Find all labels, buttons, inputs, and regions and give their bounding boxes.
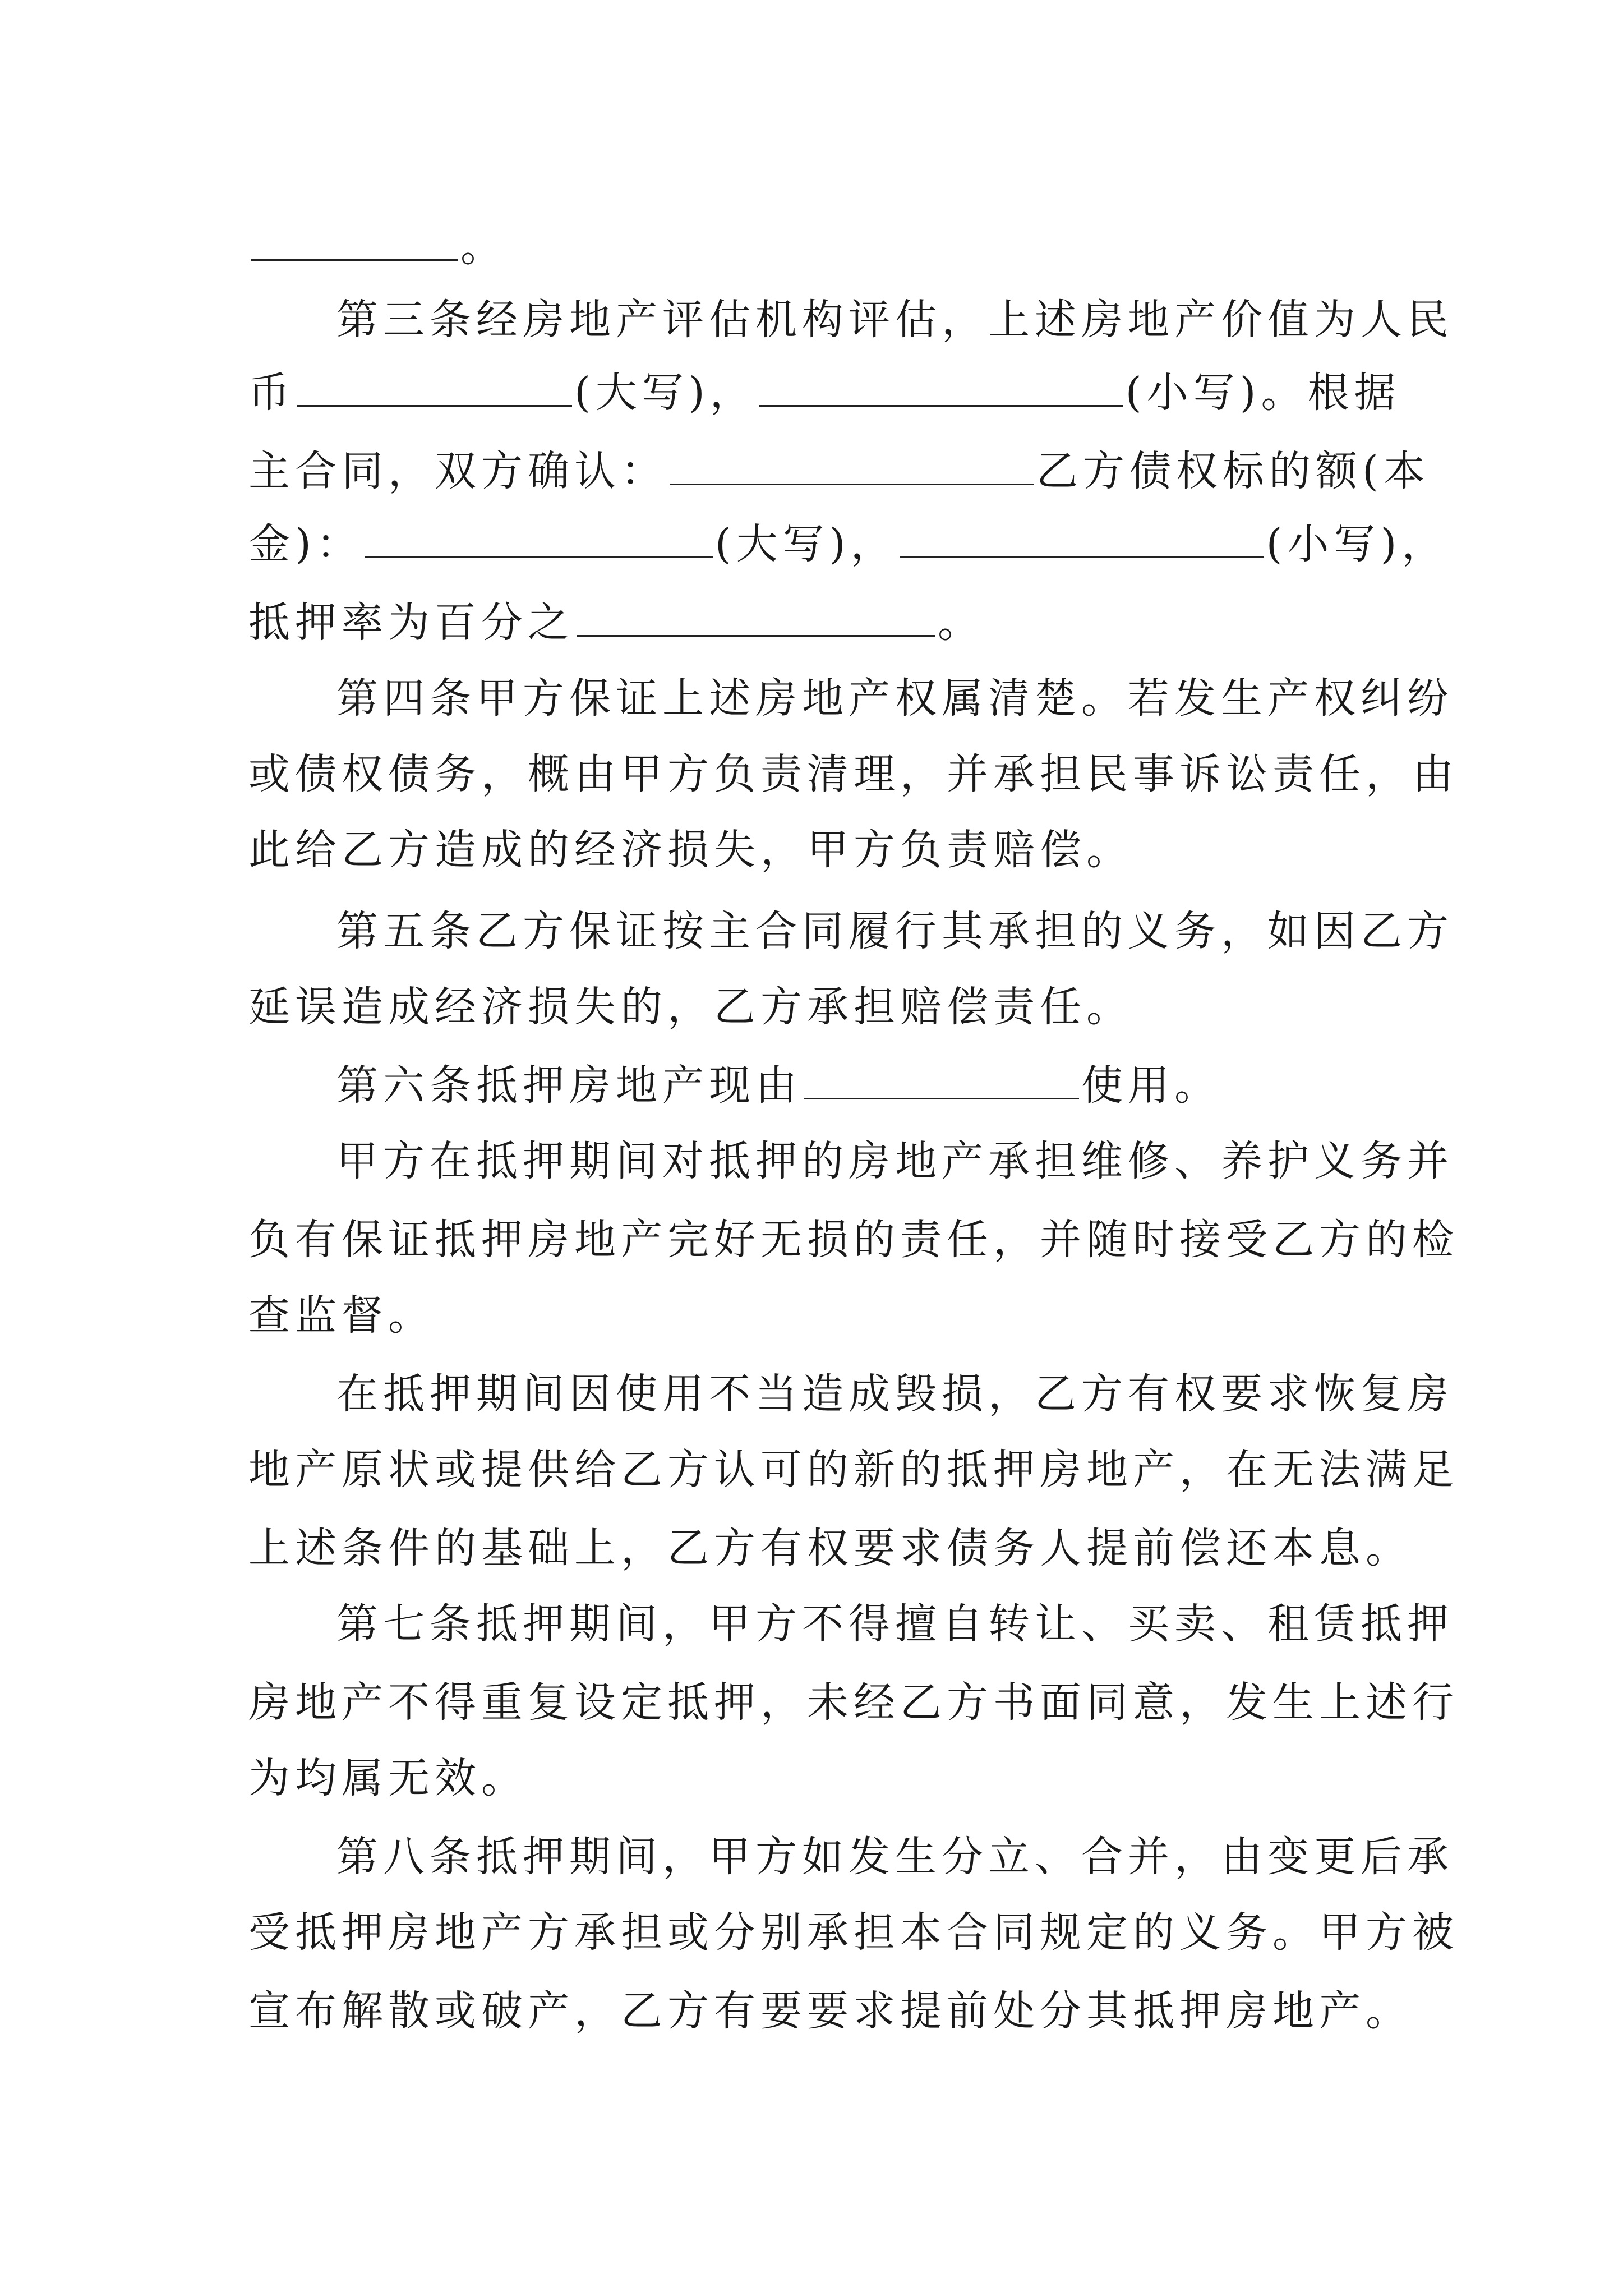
text-fragment: (大写)，	[574, 369, 757, 417]
text-fragment: 抵押率为百分之	[248, 599, 574, 647]
text-line	[248, 746, 1459, 802]
text-fragment: 使用。	[1081, 1061, 1221, 1110]
fill-in-blank	[577, 596, 935, 637]
text-fragment: 第八条抵押期间，甲方如发生分立、合并，由变更后承	[336, 1833, 1454, 1881]
paragraph	[336, 1366, 1454, 1422]
text-fragment: 主合同，双方确认：	[248, 447, 667, 495]
paragraph-article-7	[336, 1596, 1454, 1652]
text-line	[248, 365, 1401, 421]
paragraph-article-3	[336, 292, 1454, 348]
fill-in-blank	[365, 517, 713, 558]
fill-in-blank	[670, 444, 1034, 485]
text-fragment: 此给乙方造成的经济损失，甲方负责赔偿。	[248, 826, 1133, 874]
text-line	[248, 979, 1133, 1035]
text-fragment: 币	[248, 369, 295, 417]
text-fragment: (大写)，	[714, 520, 897, 568]
text-line	[248, 1442, 1459, 1498]
text-fragment: 为均属无效。	[248, 1754, 528, 1802]
text-line	[248, 822, 1133, 878]
text-line	[248, 595, 984, 651]
fill-in-blank	[804, 1059, 1079, 1099]
text-fragment: 房地产不得重复设定抵押，未经乙方书面同意，发生上述行	[248, 1678, 1459, 1727]
text-fragment: 上述条件的基础上，乙方有权要求债务人提前偿还本息。	[248, 1524, 1412, 1572]
text-fragment: 第三条经房地产评估机构评估，上述房地产价值为人民	[336, 296, 1454, 344]
text-fragment: 在抵押期间因使用不当造成毁损，乙方有权要求恢复房	[336, 1370, 1454, 1418]
text-line	[248, 1520, 1412, 1576]
text-fragment: (小写)，	[1266, 520, 1449, 568]
text-fragment: 第五条乙方保证按主合同履行其承担的义务，如因乙方	[336, 907, 1454, 955]
text-fragment: 甲方在抵押期间对抵押的房地产承担维修、养护义务并	[336, 1137, 1454, 1185]
text-fragment: 。	[938, 599, 984, 647]
paragraph-article-4	[336, 670, 1454, 726]
text-line	[248, 1750, 528, 1806]
text-fragment: (小写)。根据	[1125, 369, 1401, 417]
text-fragment: 金)：	[248, 520, 363, 568]
text-line	[248, 1287, 435, 1343]
text-line	[248, 443, 1430, 499]
fill-in-blank	[297, 366, 572, 407]
text-fragment: 第六条抵押房地产现由	[336, 1061, 802, 1110]
text-fragment: 或债权债务，概由甲方负责清理，并承担民事诉讼责任，由	[248, 750, 1459, 798]
text-line	[248, 516, 1448, 572]
text-line	[248, 1674, 1459, 1731]
fill-in-blank	[251, 220, 458, 261]
text-fragment: 第七条抵押期间，甲方不得擅自转让、买卖、租赁抵押	[336, 1600, 1454, 1648]
text-fragment: 。	[460, 223, 507, 271]
text-fragment: 受抵押房地产方承担或分别承担本合同规定的义务。甲方被	[248, 1908, 1459, 1957]
text-fragment: 负有保证抵押房地产完好无损的责任，并随时接受乙方的检	[248, 1216, 1459, 1264]
text-line	[248, 1904, 1459, 1961]
text-fragment: 第四条甲方保证上述房地产权属清楚。若发生产权纠纷	[336, 674, 1454, 723]
paragraph-article-6	[336, 1057, 1221, 1114]
text-line	[248, 1983, 1412, 2039]
text-fragment: 乙方债权标的额(本	[1036, 447, 1430, 495]
text-line	[248, 1212, 1459, 1268]
text-fragment: 地产原状或提供给乙方认可的新的抵押房地产，在无法满足	[248, 1446, 1459, 1494]
text-line	[248, 219, 507, 275]
text-fragment: 查监督。	[248, 1291, 435, 1340]
paragraph-article-8	[336, 1829, 1454, 1885]
fill-in-blank	[759, 366, 1123, 407]
paragraph	[336, 1133, 1454, 1189]
fill-in-blank	[900, 517, 1264, 558]
paragraph-article-5	[336, 903, 1454, 959]
text-fragment: 宣布解散或破产，乙方有要要求提前处分其抵押房地产。	[248, 1987, 1412, 2035]
text-fragment: 延误造成经济损失的，乙方承担赔偿责任。	[248, 983, 1133, 1031]
